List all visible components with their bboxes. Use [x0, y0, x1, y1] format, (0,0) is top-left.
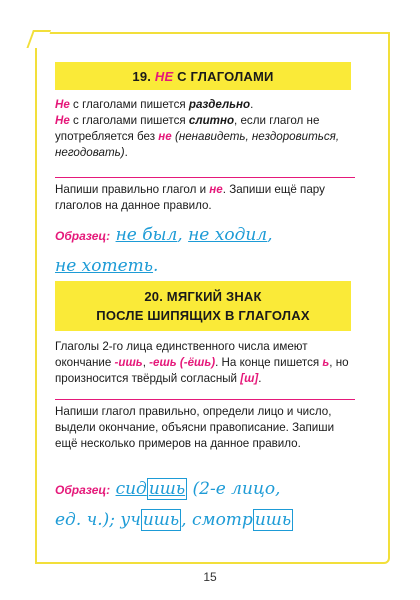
divider	[55, 399, 355, 400]
section-19-rules	[55, 97, 351, 161]
section-19-number: 19.	[132, 68, 152, 84]
section-20-rule: Глаголы 2-го лица единственного числа имеют окончание -ишь, -ешь (-ёшь). На конце пишется ь, но произносится твёрдый согласный [ш].	[55, 340, 349, 385]
section-20-title-line1: 20. МЯГКИЙ ЗНАК	[144, 289, 262, 304]
section-19-ne: НЕ	[154, 68, 174, 84]
rule-joined: Не с глаголами пишется слитно, если глагол не употребляется без не (ненавидеть, нездоровиться, негодовать).	[55, 114, 340, 159]
section-20-task: Напиши глагол правильно, определи лицо и число, выдели окончание, объясни правописание. Запиши ещё несколько примеров на данное правило.	[55, 405, 335, 450]
divider	[55, 177, 355, 178]
section-19-task: Напиши правильно глагол и не. Запиши ещё пару глаголов на данное правило.	[55, 183, 325, 212]
example-label: Образец:	[55, 229, 111, 243]
section-20-title	[55, 281, 351, 331]
section-20-example: Образец: сид ишь (2-е лицо, ед. ч.); уч ишь , смотр ишь	[55, 479, 292, 530]
section-20-title-line2: ПОСЛЕ ШИПЯЩИХ В ГЛАГОЛАХ	[96, 308, 310, 323]
page-number: 15	[203, 570, 217, 584]
example-label: Образец:	[55, 483, 111, 497]
section-19-title-text: С ГЛАГОЛАМИ	[177, 68, 274, 84]
section-19-example: Образец: не был, не ходил, не хотеть.	[55, 225, 273, 276]
section-19-title	[55, 62, 351, 90]
rule-separate: Не с глаголами пишется раздельно.	[55, 98, 254, 111]
